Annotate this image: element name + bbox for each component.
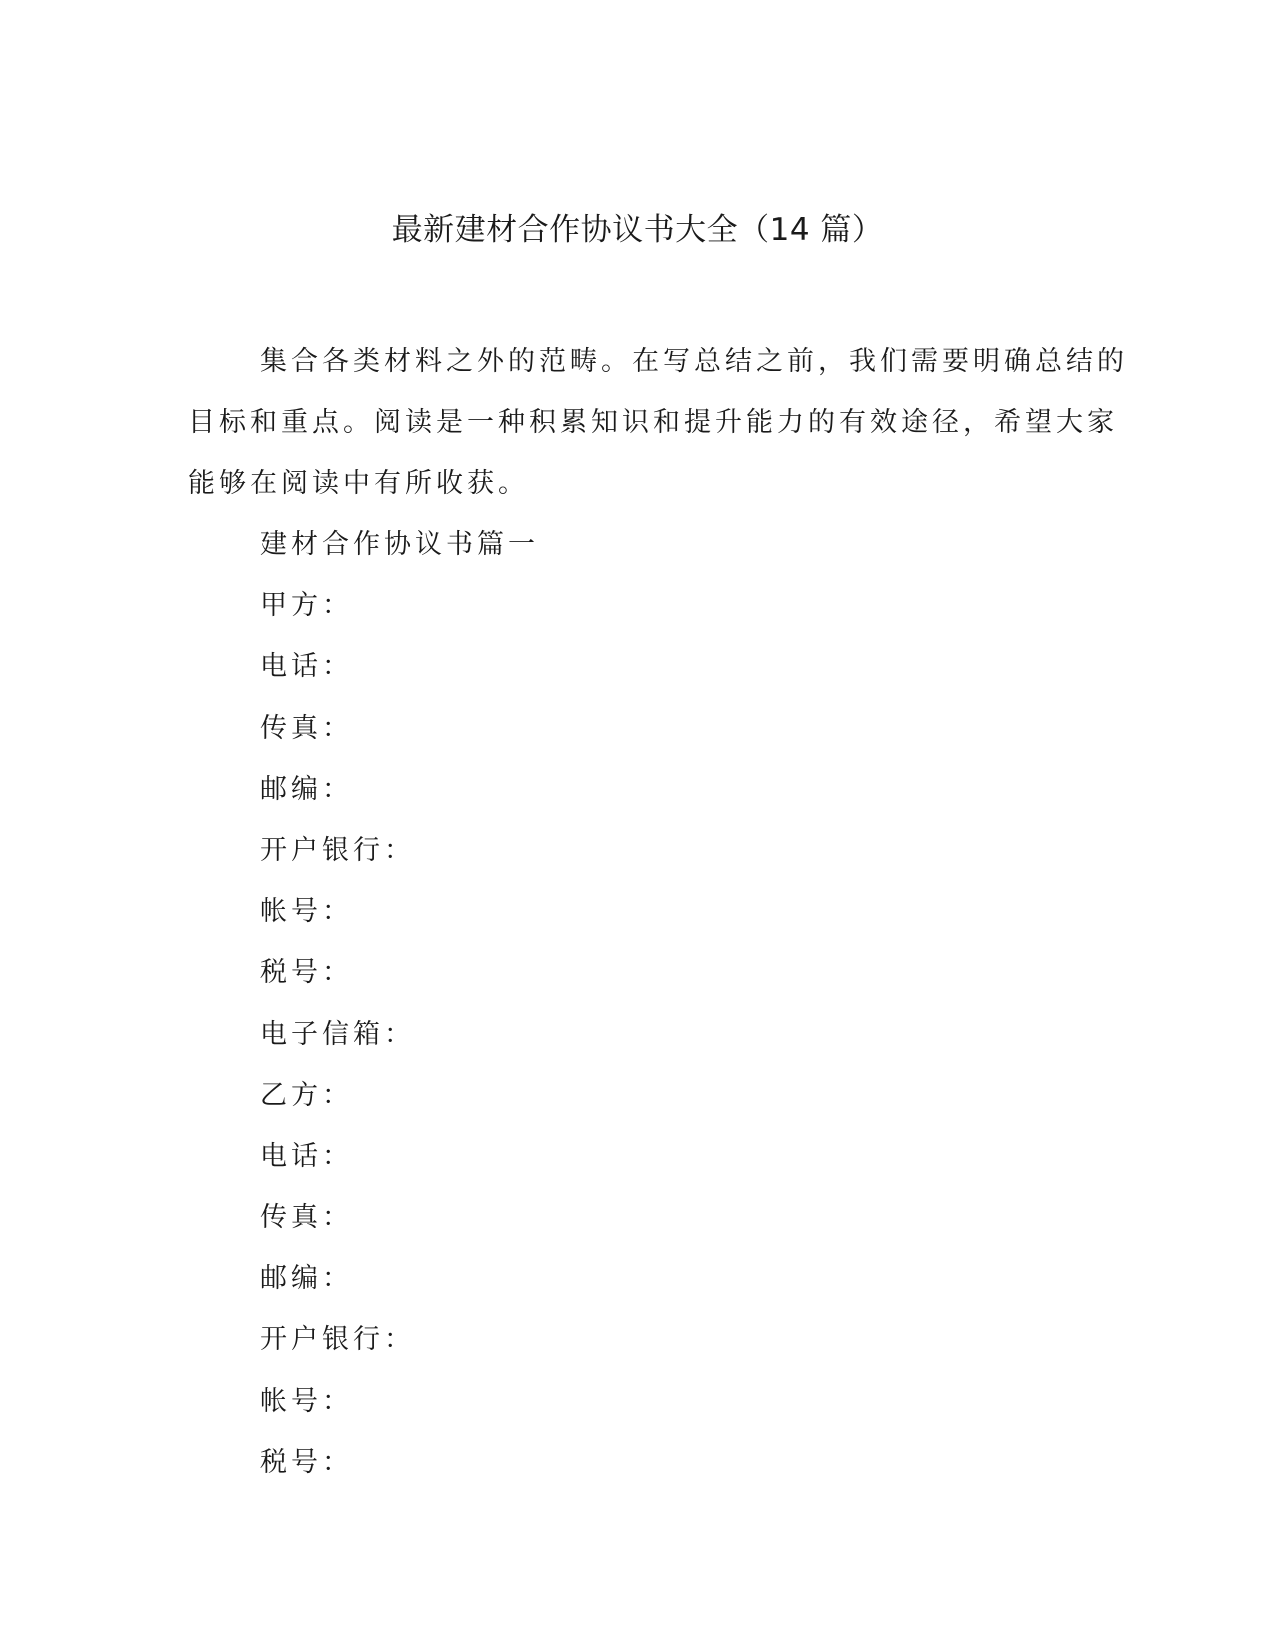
intro-paragraph — [188, 331, 1128, 514]
party-a-email-label: 电子信箱： — [260, 1018, 415, 1050]
party-a-fax-label: 传真： — [260, 712, 353, 744]
party-a-postcode-label: 邮编： — [260, 773, 353, 805]
intro-line: 目标和重点。阅读是一种积累知识和提升能力的有效途径，希望大家 — [188, 407, 1118, 438]
party-a-account-label: 帐号： — [260, 896, 353, 928]
party-b-fax-label: 传真： — [260, 1202, 353, 1234]
party-a-phone-label: 电话： — [260, 651, 353, 683]
intro-line: 集合各类材料之外的范畴。在写总结之前，我们需要明确总结的 — [260, 346, 1128, 377]
party-b-phone-label: 电话： — [260, 1140, 353, 1172]
party-b-bank-label: 开户银行： — [260, 1324, 415, 1356]
party-a-bank-label: 开户银行： — [260, 834, 415, 866]
intro-line: 能够在阅读中有所收获。 — [188, 468, 529, 499]
document-title: 最新建材合作协议书大全（14 篇） — [391, 212, 884, 248]
party-b-label: 乙方： — [260, 1079, 353, 1111]
party-b-postcode-label: 邮编： — [260, 1263, 353, 1295]
agreement-section — [260, 514, 539, 1493]
party-b-account-label: 帐号： — [260, 1385, 353, 1417]
party-b-tax-id-label: 税号： — [260, 1446, 353, 1478]
party-a-label: 甲方： — [260, 590, 353, 622]
party-a-tax-id-label: 税号： — [260, 957, 353, 989]
section-heading: 建材合作协议书篇一 — [260, 529, 539, 560]
